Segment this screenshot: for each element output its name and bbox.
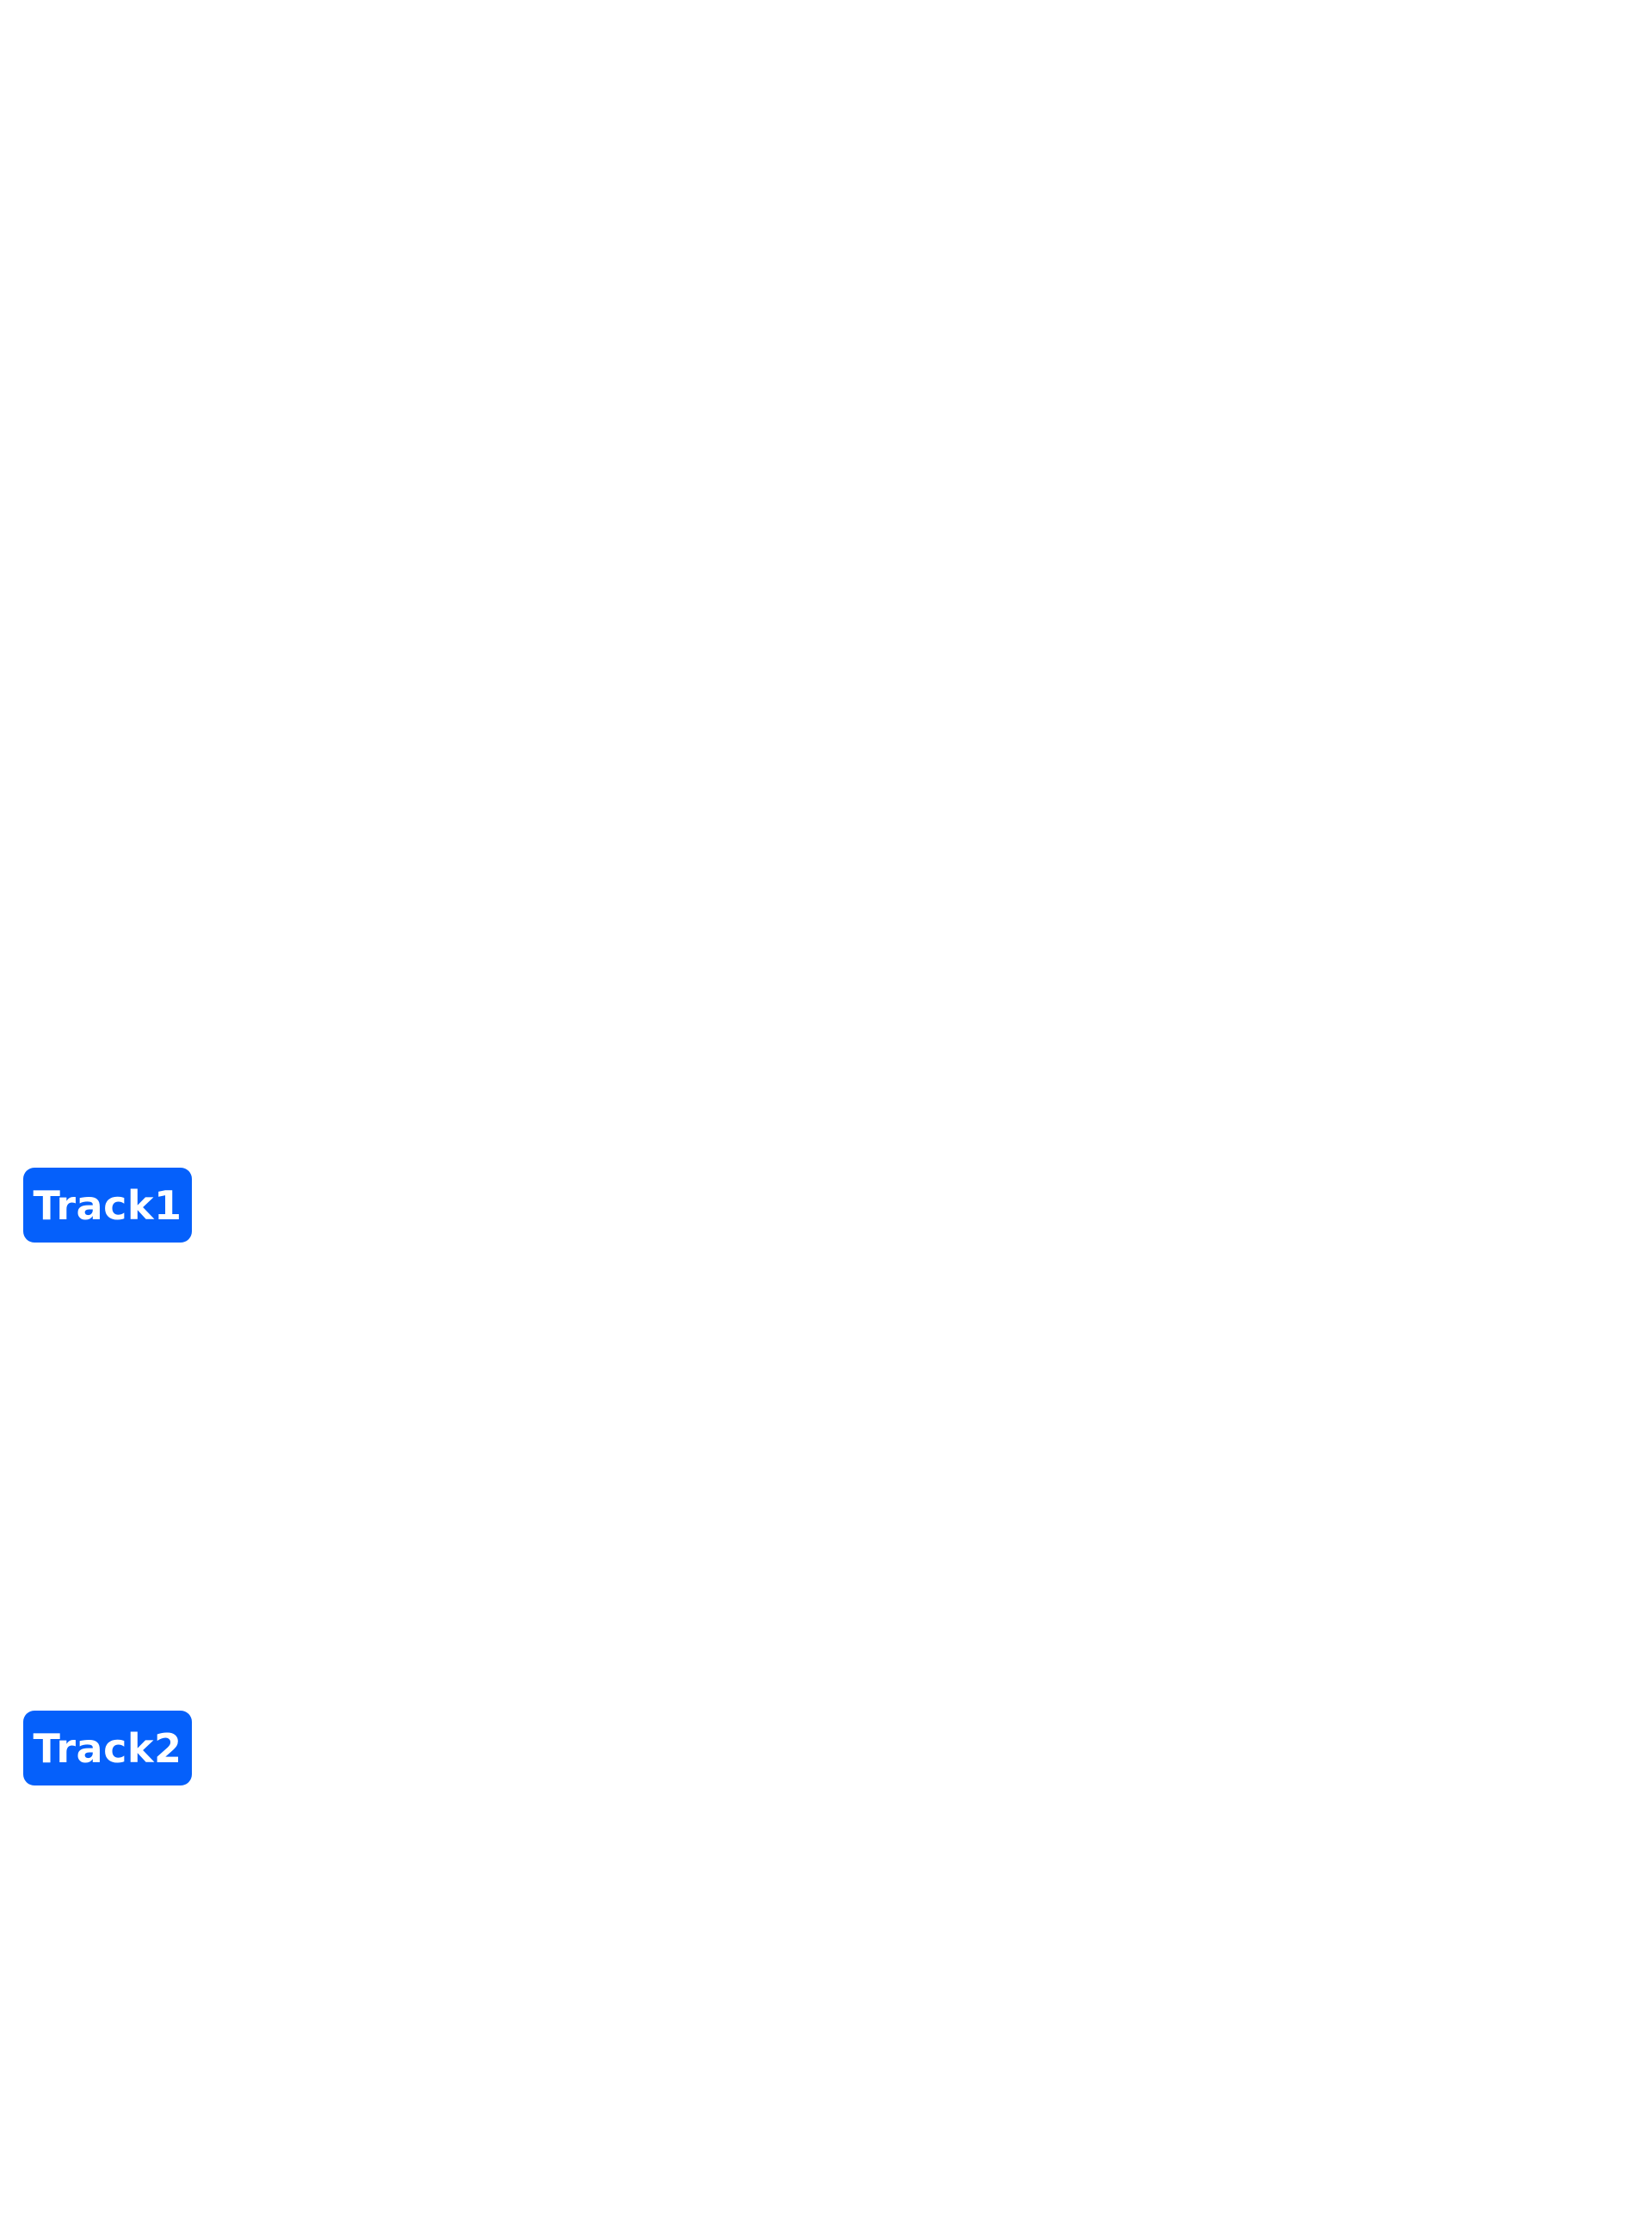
track-2-label[interactable]: Track2 [23,1711,192,1785]
track-1-label[interactable]: Track1 [23,1168,192,1243]
